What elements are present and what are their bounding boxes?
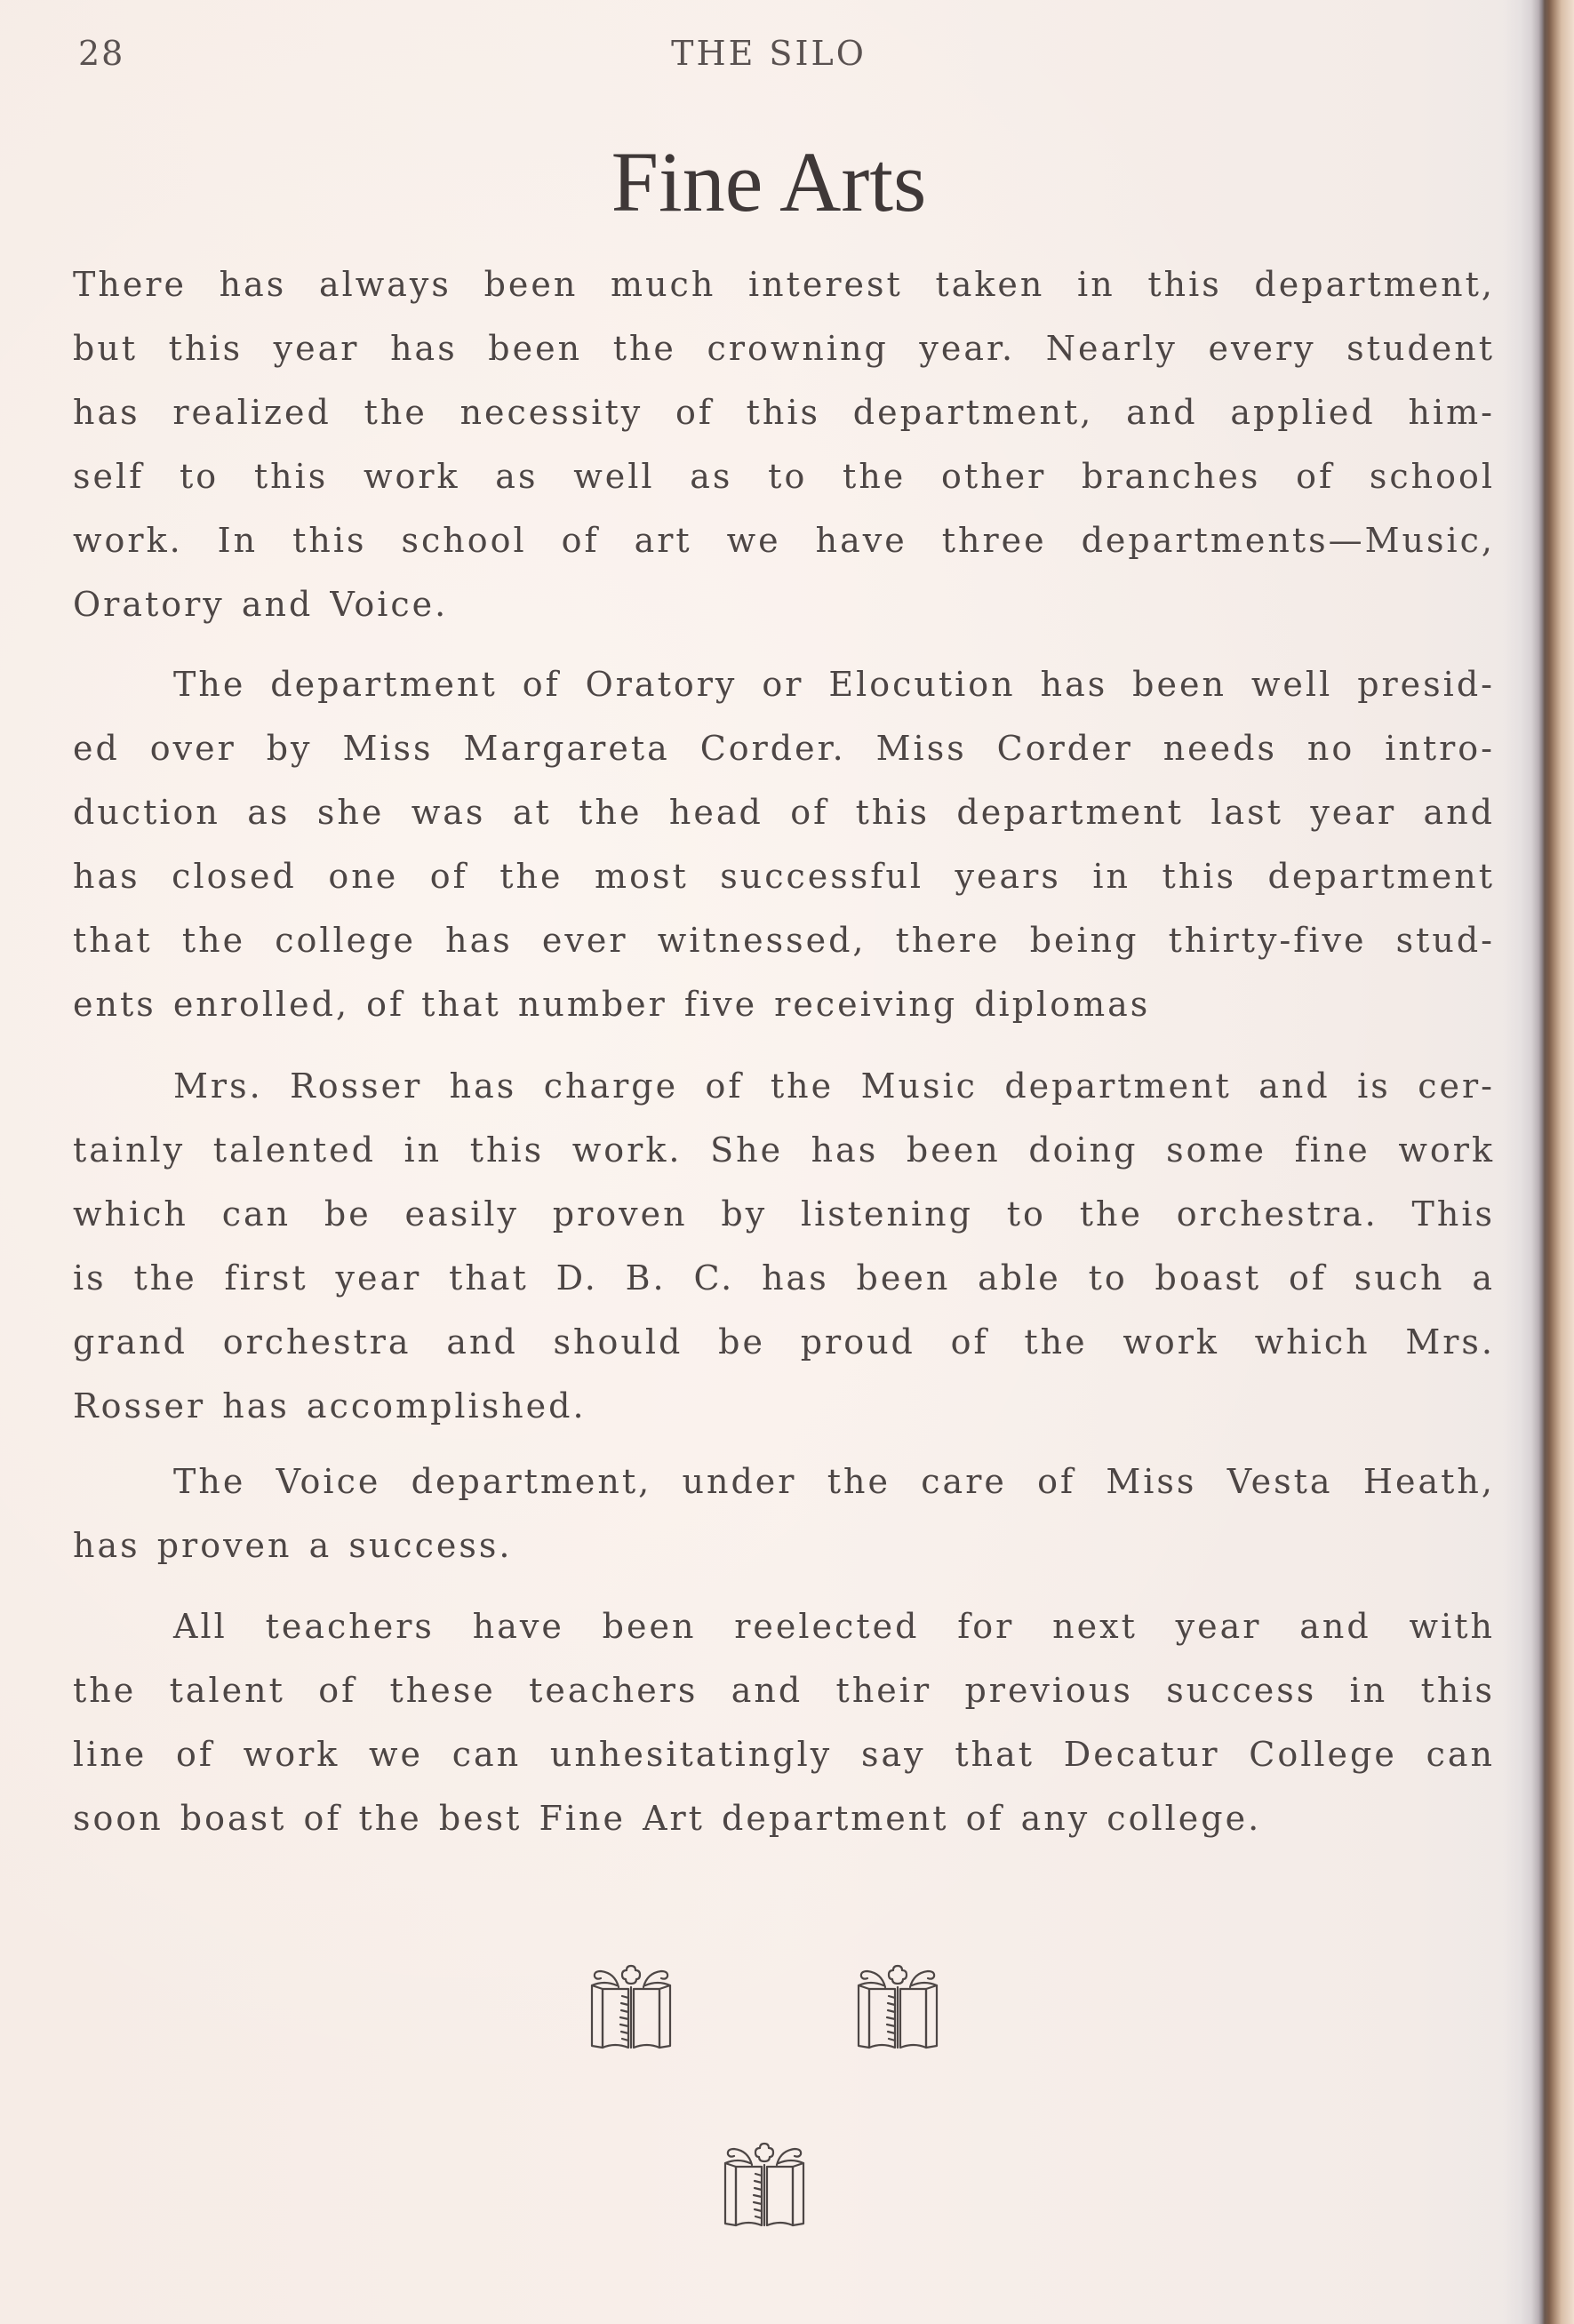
text-line: the talent of these teachers and their previous success in this [73,1671,1495,1710]
page-number: 28 [78,34,125,73]
text-line: All teachers have been reelected for next year and with [173,1607,1495,1646]
text-line: ents enrolled, of that number five receiving diplomas [73,985,1151,1024]
text-line: Rosser has accomplished. [73,1386,587,1426]
text-line: soon boast of the best Fine Art department of any college. [73,1799,1262,1838]
text-line: The department of Oratory or Elocution has been well presid- [173,665,1495,704]
section-title: Fine Arts [611,134,927,229]
open-book-ornament-icon [587,1964,675,2053]
text-line: Mrs. Rosser has charge of the Music department and is cer- [173,1066,1495,1106]
text-line: duction as she was at the head of this department last year and [73,793,1495,832]
text-line: has closed one of the most successful years in this department [73,857,1495,896]
open-book-ornament-icon [720,2142,809,2231]
text-line: that the college has ever witnessed, there being thirty-five stud- [73,921,1495,960]
text-line: There has always been much interest taken in this department, [73,265,1495,304]
text-line: tainly talented in this work. She has been doing some fine work [73,1130,1495,1170]
text-line: work. In this school of art we have three departments—Music, [73,521,1495,560]
text-line: is the first year that D. B. C. has been able to boast of such a [73,1258,1495,1298]
text-line: but this year has been the crowning year. Nearly every student [73,329,1495,368]
text-line: has realized the necessity of this department, and applied him- [73,393,1495,432]
text-line: self to this work as well as to the other branches of school [73,457,1495,496]
text-line: has proven a success. [73,1526,513,1565]
text-line: The Voice department, under the care of Miss Vesta Heath, [173,1462,1495,1501]
text-line: line of work we can unhesitatingly say that Decatur College can [73,1735,1495,1774]
text-line: Oratory and Voice. [73,585,449,624]
text-line: grand orchestra and should be proud of the work which Mrs. [73,1322,1495,1362]
text-line: ed over by Miss Margareta Corder. Miss Corder needs no intro- [73,729,1495,768]
text-line: which can be easily proven by listening to the orchestra. This [73,1194,1495,1234]
open-book-ornament-icon [853,1964,942,2053]
running-title: THE SILO [671,34,867,73]
page-binding-edge [1503,0,1574,2324]
